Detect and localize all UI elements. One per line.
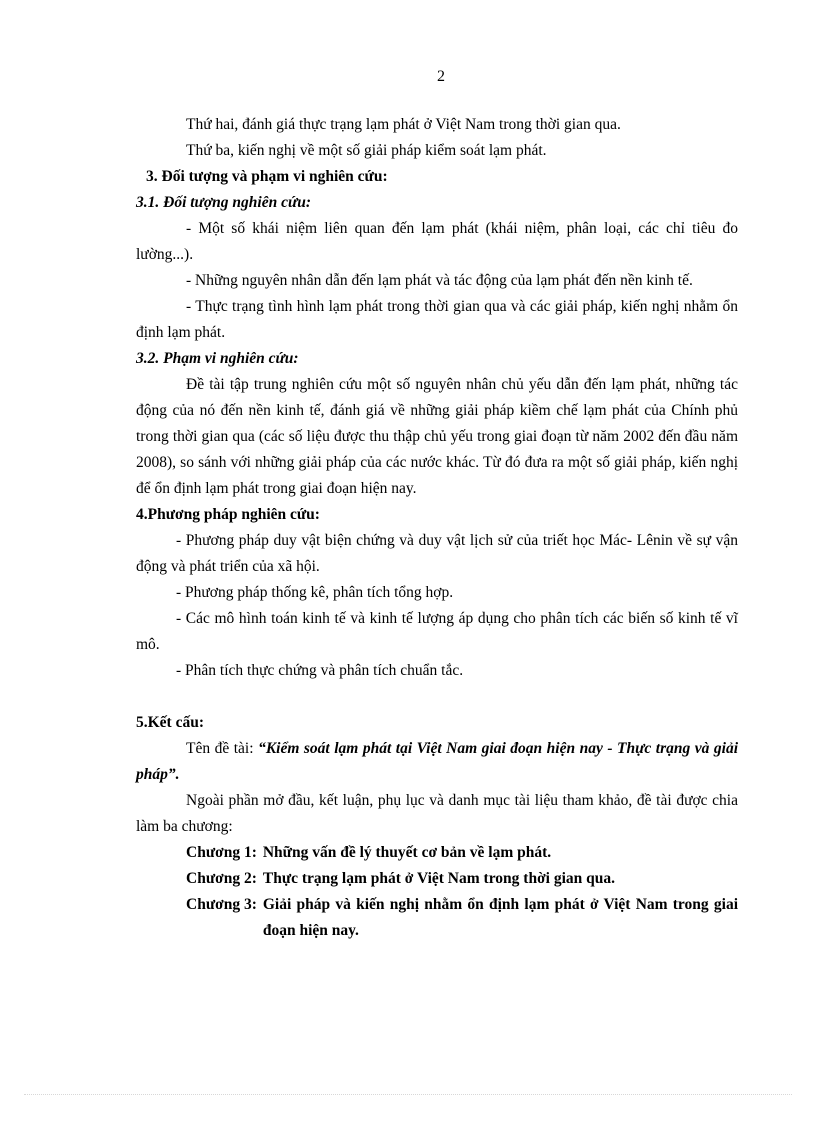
section-3-2-heading: 3.2. Phạm vi nghiên cứu: <box>136 350 299 367</box>
list-item: - Phân tích thực chứng và phân tích chuẩn tắc. <box>176 662 464 679</box>
thesis-title: “Kiểm soát lạm phát tại Việt Nam giai đoạn hiện nay - Thực trạng và giải pháp”. <box>136 740 739 783</box>
chapter-title: Những vấn đề lý thuyết cơ bản về lạm phát. <box>262 844 552 861</box>
list-item: - Các mô hình toán kinh tế và kinh tế lượng áp dụng cho phân tích các biến số kinh tế vĩ mô. <box>136 610 738 653</box>
list-item: - Phương pháp duy vật biện chứng và duy vật lịch sử của triết học Mác- Lênin về sự vận động và phát triển của xã hội. <box>136 532 738 575</box>
scope-paragraph: Đề tài tập trung nghiên cứu một số nguyên nhân chủ yếu dẫn đến lạm phát, những tác động của nó đến nền kinh tế, đánh giá về những giải pháp kiềm chế lạm phát của Chính phủ trong thời gian qua (các số liệu được thu thập chủ yếu trong giai đoạn từ năm 2002 đến đầu năm 2008), so sánh với những giải pháp của các nước khác. Từ đó đưa ra một số giải pháp, kiến nghị để ổn định lạm phát trong giai đoạn hiện nay. <box>136 376 738 497</box>
list-item: - Những nguyên nhân dẫn đến lạm phát và tác động của lạm phát đến nền kinh tế. <box>186 272 693 289</box>
intro-line: Thứ hai, đánh giá thực trạng lạm phát ở Việt Nam trong thời gian qua. <box>186 116 621 133</box>
chapter-item <box>136 840 738 866</box>
section-3-heading: 3. Đối tượng và phạm vi nghiên cứu: <box>146 168 388 185</box>
chapter-label: Chương 1: <box>186 844 257 861</box>
list-item: - Phương pháp thống kê, phân tích tổng hợp. <box>176 584 454 601</box>
list-item: - Thực trạng tình hình lạm phát trong thời gian qua và các giải pháp, kiến nghị nhằm ổn định lạm phát. <box>136 298 738 341</box>
chapter-title: Thực trạng lạm phát ở Việt Nam trong thời gian qua. <box>262 870 615 887</box>
intro-line: Thứ ba, kiến nghị về một số giải pháp kiểm soát lạm phát. <box>186 142 547 159</box>
chapter-label: Chương 3: <box>186 896 257 913</box>
chapter-item <box>136 866 738 892</box>
page-number: 2 <box>437 68 445 85</box>
structure-paragraph: Ngoài phần mở đầu, kết luận, phụ lục và danh mục tài liệu tham khảo, đề tài được chia làm ba chương: <box>136 792 738 835</box>
document-body <box>136 112 738 944</box>
list-item: - Một số khái niệm liên quan đến lạm phát (khái niệm, phân loại, các chỉ tiêu đo lường...). <box>136 220 738 263</box>
chapter-label: Chương 2: <box>186 870 257 887</box>
section-5-heading: 5.Kết cấu: <box>136 714 205 731</box>
page-bottom-rule <box>24 1094 792 1095</box>
section-3-1-heading: 3.1. Đối tượng nghiên cứu: <box>136 194 312 211</box>
chapter-title: Giải pháp và kiến nghị nhằm ổn định lạm phát ở Việt Nam trong giai đoạn hiện nay. <box>262 896 738 939</box>
chapter-item <box>136 892 738 944</box>
thesis-title-line <box>136 736 738 788</box>
spacer <box>136 684 738 710</box>
title-prefix: Tên đề tài: <box>186 740 259 757</box>
section-4-heading: 4.Phương pháp nghiên cứu: <box>136 506 320 523</box>
